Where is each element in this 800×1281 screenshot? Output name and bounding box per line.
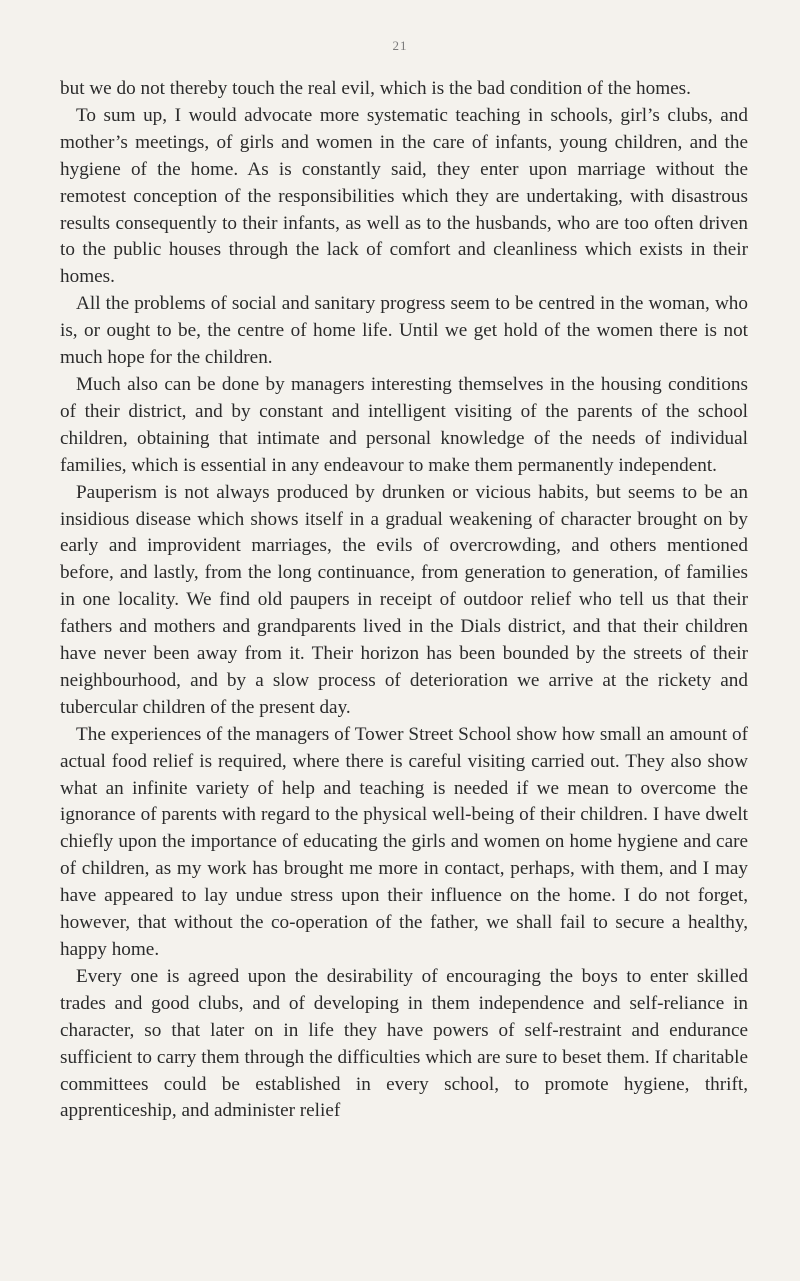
paragraph-5: Pauperism is not always produced by drunken or vicious habits, but seems to be an insidious disease which shows itself in a gradual weakening of character brought on by early and improvident marriages, the evils of overcrowding, and others mentioned before, and lastly, from the long continuance, from generation to generation, of families in one locality. We find old paupers in receipt of outdoor relief who tell us that their fathers and mothers and grandparents lived in the Dials district, and that their children have never been away from it. Their horizon has been bounded by the streets of their neighbourhood, and by a slow process of deterioration we arrive at the rickety and tubercular children of the present day.: [60, 481, 748, 718]
body-text: [60, 76, 748, 1125]
paragraph-1: but we do not thereby touch the real evil, which is the bad condition of the homes.: [60, 78, 691, 99]
paragraph-7: Every one is agreed upon the desirability of encouraging the boys to enter skilled trades and good clubs, and of developing in them independence and self-reliance in character, so that later on in life they have powers of self-restraint and endurance sufficient to carry them through the difficulties which are sure to beset them. If charitable committees could be established in every school, to promote hygiene, thrift, apprenticeship, and administer relief: [60, 965, 748, 1122]
page-number: 21: [392, 38, 408, 53]
paragraph-4: Much also can be done by managers interesting themselves in the housing conditions of their district, and by constant and intelligent visiting of the parents of the school children, obtaining that intimate and personal knowledge of the needs of individual families, which is essential in any endeavour to make them permanently independent.: [60, 373, 748, 476]
paragraph-3: All the problems of social and sanitary progress seem to be centred in the woman, who is, or ought to be, the centre of home life. Until we get hold of the women there is not much hope for the children.: [60, 293, 748, 369]
paragraph-6: The experiences of the managers of Tower Street School show how small an amount of actual food relief is required, where there is careful visiting carried out. They also show what an infinite variety of help and teaching is needed if we mean to overcome the ignorance of parents with regard to the physical well-being of their children. I have dwelt chiefly upon the importance of educating the girls and women on home hygiene and care of children, as my work has brought me more in contact, perhaps, with them, and I may have appeared to lay undue stress upon their influence on the home. I do not forget, however, that without the co-operation of the father, we shall fail to secure a healthy, happy home.: [60, 723, 748, 960]
paragraph-2: To sum up, I would advocate more systematic teaching in schools, girl’s clubs, and mother’s meetings, of girls and women in the care of infants, young children, and the hygiene of the home. As is constantly said, they enter upon marriage without the remotest conception of the responsibilities which they are undertaking, with disastrous results consequently to their infants, as well as to the husbands, who are too often driven to the public houses through the lack of comfort and cleanliness which exists in their homes.: [60, 104, 748, 288]
